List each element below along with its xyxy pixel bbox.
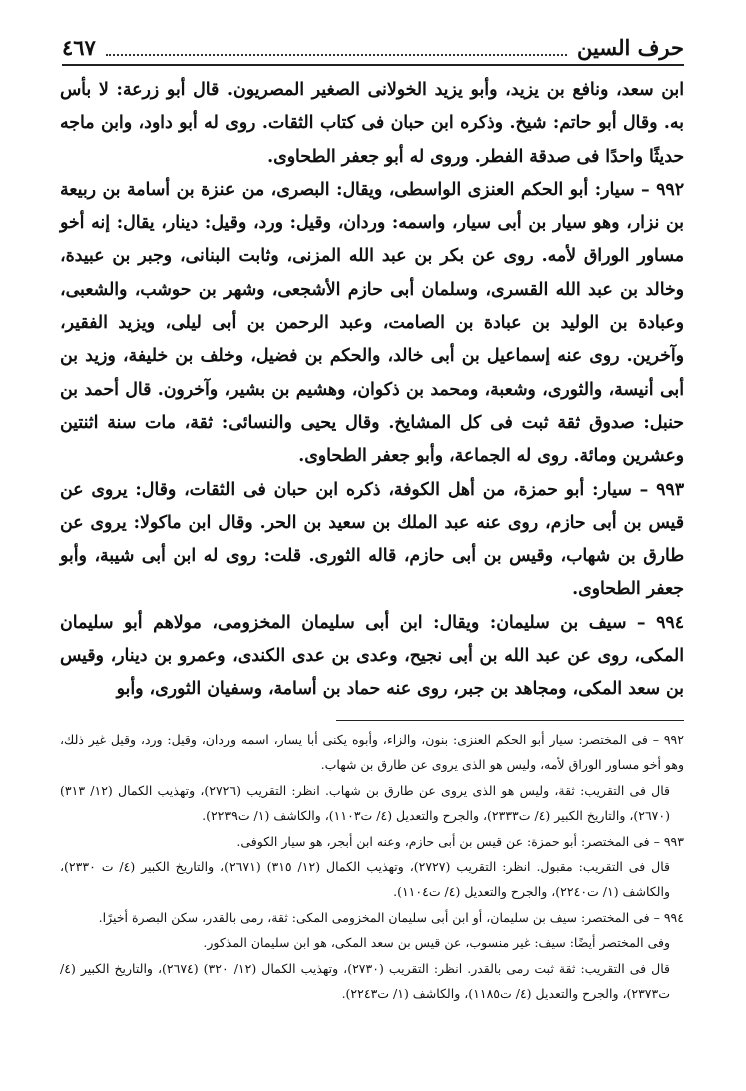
header-dot-leader bbox=[106, 53, 567, 56]
footnote-994-mukhtasar: ٩٩٤ – فى المختصر: سيف بن سليمان، أو ابن أبى سليمان المخزومى المكى: ثقة، رمى بالقدر، سكن البصرة أخيرًا. bbox=[98, 909, 684, 925]
footnote-994-taqrib: قال فى التقريب: ثقة ثبت رمى بالقدر. انظر: التقريب (٢٧٣٠)، وتهذيب الكمال (١٢/ ٣٢٠) (٢٦٧٤)، والتاريخ الكبير (٤/ ت٢٣٧٣)، والجرح والتعديل (٤/ ت١١٨٥)، والكاشف (١/ ت٢٢٤٣). bbox=[60, 960, 670, 1002]
chapter-title: حرف السين bbox=[577, 35, 684, 60]
footnote-993-taqrib: قال فى التقريب: مقبول. انظر: التقريب (٢٧٢٧)، وتهذيب الكمال (١٢/ ٣١٥) (٢٦٧١)، والتاريخ الكبير (٤/ ت ٢٣٣٠)، والكاشف (١/ ت٢٢٤٠)، والجرح والتعديل (٤/ ت١١٠٤). bbox=[60, 859, 670, 900]
footnote-993-mukhtasar: ٩٩٣ – فى المختصر: أبو حمزة: عن قيس بن أبى حازم، وعنه ابن أبجر، هو سيار الكوفى. bbox=[236, 833, 684, 849]
footnote-994-mukhtasar-extra: وفى المختصر أيضًا: سيف: غير منسوب، عن قيس بن سعد المكى، هو ابن سليمان المذكور. bbox=[203, 935, 670, 951]
entry-994: ٩٩٤ – سيف بن سليمان: ويقال: ابن أبى سليمان المخزومى، مولاهم أبو سليمان المكى، روى عن عبد الله بن أبى نجيح، وعدى بن عدى الكندى، وعمرو بن دينار، وقيس بن سعد المكى، ومجاهد بن جبر، روى عنه حماد بن أسامة، وسفيان الثورى، وأبو bbox=[60, 612, 684, 700]
entry-992: ٩٩٢ – سيار: أبو الحكم العنزى الواسطى، ويقال: البصرى، من عنزة بن أسامة بن ربيعة بن نزار، وهو سيار بن أبى سيار، واسمه: وردان، وقيل: ورد، وقيل: دينار، يقال: إنه أخو مساور الوراق لأمه. روى عن بكر بن عبد الله المزنى، وثابت البنانى، وجبر بن عبيدة، وخالد بن عبد الله القسرى، وسلمان أبى حازم الأشجعى، وشهر بن حوشب، والشعبى، وعبادة بن الوليد بن عبادة بن الصامت، وعبد الرحمن بن أبى ليلى، ويزيد الفقير، وآخرين. روى عنه إسماعيل بن أبى خالد، والحكم بن فضيل، وخلف بن خليفة، وزيد بن أبى أنيسة، والثورى، وشعبة، ومحمد بن ذكوان، وهشيم بن بشير، وآخرون. قال أحمد بن حنبل: صدوق ثقة ثبت فى كل المشايخ. وقال يحيى والنسائى: ثقة، مات سنة اثنتين وعشرين ومائة. روى له الجماعة، وأبو جعفر الطحاوى. bbox=[60, 179, 684, 467]
entry-993: ٩٩٣ – سيار: أبو حمزة، من أهل الكوفة، ذكره ابن حبان فى الثقات، وقال: يروى عن قيس بن أبى حازم، روى عنه عبد الملك بن سعيد بن الحر. وقال ابن ماكولا: يروى عن طارق بن شهاب، وقيس بن أبى حازم، قاله الثورى. قلت: روى له ابن أبى شيبة، وأبو جعفر الطحاوى. bbox=[60, 479, 684, 600]
running-header bbox=[62, 30, 684, 66]
page-number: ٤٦٧ bbox=[62, 35, 96, 60]
continued-paragraph: ابن سعد، ونافع بن يزيد، وأبو يزيد الخولانى الصغير المصريون. قال أبو زرعة: لا بأس به. وقال أبو حاتم: شيخ. وذكره ابن حبان فى كتاب الثقات. روى له أبو داود، وابن ماجه حديثًا واحدًا فى صدقة الفطر. وروى له أبو جعفر الطحاوى. bbox=[60, 80, 684, 167]
footnotes bbox=[60, 727, 684, 1006]
footnote-992-mukhtasar: ٩٩٢ – فى المختصر: سيار أبو الحكم العنزى: بنون، والزاء، وأبوه يكنى أبا يسار، اسمه وردان، وقيل: ورد، وقيل غير ذلك، وهو أخو مساور الوراق لأمه، وليس هو الذى يروى عن طارق بن شهاب. bbox=[60, 732, 684, 773]
main-text bbox=[60, 74, 684, 707]
footnote-992-taqrib: قال فى التقريب: ثقة، وليس هو الذى يروى عن طارق بن شهاب. انظر: التقريب (٢٧٢٦)، وتهذيب الكمال (١٢/ ٣١٣) (٢٦٧٠)، والتاريخ الكبير (٤/ ت٢٣٣٣)، والجرح والتعديل (٤/ ت١١٠٣)، والكاشف (١/ ت٢٢٣٩). bbox=[60, 782, 671, 824]
footnote-separator bbox=[336, 720, 684, 721]
